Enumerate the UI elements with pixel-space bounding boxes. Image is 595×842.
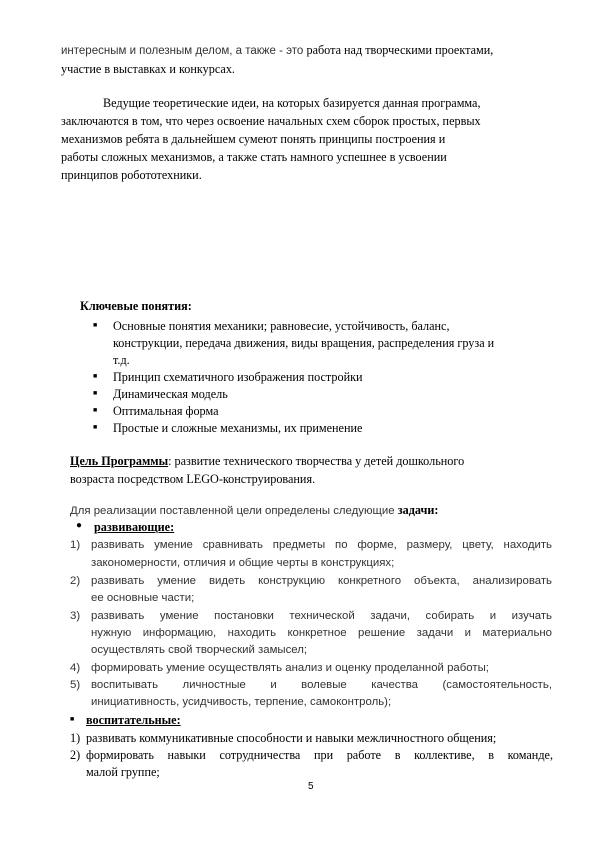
goal-text: : развитие технического творчества у детей дошкольного (168, 454, 465, 468)
goal-label: Цель Программы (70, 454, 169, 468)
tasks-intro (70, 504, 438, 517)
text-run: Для реализации поставленной цели определены следующие (70, 505, 398, 517)
list-item: развивать умение сравнивать предметы по форме, размеру, цвету, находить (91, 539, 552, 551)
list-item: Оптимальная форма (113, 404, 219, 418)
list-item-continuation: малой группе; (86, 765, 160, 779)
paragraph-line: механизмов ребята в дальнейшем сумеют понять принципы построения и (61, 132, 446, 146)
bullet-square-icon: ■ (93, 406, 98, 414)
section-heading: Ключевые понятия: (80, 299, 192, 313)
list-number: 2) (70, 575, 81, 587)
tasks-label: задачи: (397, 503, 439, 517)
paragraph-line (61, 44, 493, 58)
list-item: Простые и сложные механизмы, их применение (113, 421, 363, 435)
paragraph-line: работы сложных механизмов, а также стать намного успешнее в усвоении (61, 150, 447, 164)
list-item-continuation: ее основные части; (91, 592, 195, 604)
paragraph-line: участие в выставках и конкурсах. (61, 62, 235, 76)
bullet-square-icon: ■ (70, 715, 75, 723)
list-item-continuation: конструкции, передача движения, виды вращения, распределения груза и (113, 336, 495, 350)
list-number: 1) (70, 731, 81, 745)
page-number: 5 (308, 781, 314, 792)
list-item: формировать навыки сотрудничества при работе в коллективе, в команде, (86, 748, 553, 762)
list-number: 3) (70, 610, 81, 622)
bullet-dot-icon: ● (76, 520, 83, 531)
list-item: Динамическая модель (113, 387, 228, 401)
list-item: развивать умение видеть конструкцию конкретного объекта, анализировать (91, 575, 552, 587)
bullet-square-icon: ■ (93, 372, 98, 380)
text-run: интересным и полезным делом, а также - это (61, 45, 307, 57)
subsection-heading: воспитательные: (86, 713, 181, 727)
subsection-heading: развивающие: (94, 520, 175, 534)
list-item-continuation: закономерности, отличия и общие черты в конструкциях; (91, 557, 395, 569)
list-item: Принцип схематичного изображения постройки (113, 370, 363, 384)
list-number: 1) (70, 539, 81, 551)
list-item: формировать умение осуществлять анализ и оценку проделанной работы; (91, 662, 489, 674)
list-number: 5) (70, 679, 81, 691)
list-item: воспитывать личностные и волевые качества (самостоятельность, (91, 679, 552, 691)
list-item-continuation: т.д. (113, 353, 130, 367)
list-item-continuation: осуществлять свой творческий замысел; (91, 644, 308, 656)
list-item: Основные понятия механики; равновесие, устойчивость, баланс, (113, 319, 450, 333)
list-number: 4) (70, 662, 81, 674)
paragraph-line: принципов робототехники. (61, 168, 202, 182)
goal-line: возраста посредством LEGO-конструирования. (70, 472, 316, 486)
list-item: развивать коммуникативные способности и навыки межличностного общения; (86, 731, 497, 745)
list-item: развивать умение постановки технической задачи, собирать и изучать (91, 610, 552, 622)
list-number: 2) (70, 748, 81, 762)
text-run: работа над творческими проектами, (306, 43, 494, 57)
list-item-continuation: инициативность, усидчивость, терпение, самоконтроль); (91, 696, 392, 708)
paragraph-line: заключаются в том, что через освоение начальных схем сборок простых, первых (61, 114, 481, 128)
bullet-square-icon: ■ (93, 389, 98, 397)
bullet-square-icon: ■ (93, 423, 98, 431)
bullet-square-icon: ■ (93, 321, 98, 329)
paragraph-line: Ведущие теоретические идеи, на которых базируется данная программа, (103, 96, 481, 110)
list-item-continuation: нужную информацию, находить конкретное решение задачи и материально (91, 627, 552, 639)
goal-line (70, 455, 464, 467)
